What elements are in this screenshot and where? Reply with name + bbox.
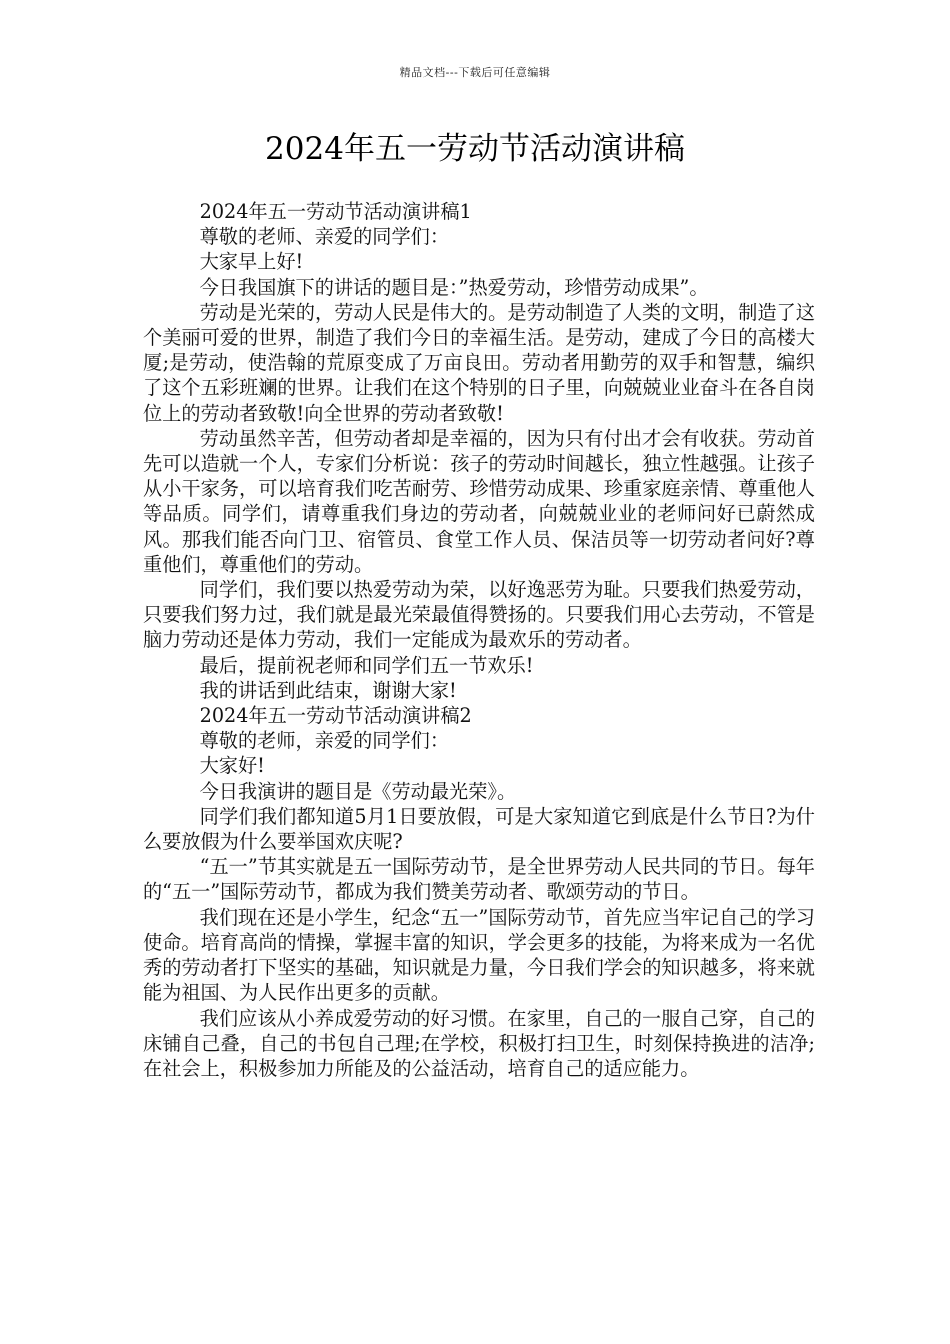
document-title: 2024年五一劳动节活动演讲稿 [265, 131, 685, 167]
paragraph: 2024年五一劳动节活动演讲稿1 [199, 200, 472, 223]
paragraph: 今日我国旗下的讲话的题目是：”热爱劳动，珍惜劳动成果”。 [199, 275, 709, 299]
paragraph: “五一”节其实就是五一国际劳动节，是全世界劳动人民共同的节日。每年的“五一”国际劳动节，都成为我们赞美劳动者、歌颂劳动的节日。 [143, 855, 815, 904]
paragraph: 同学们我们都知道5月1日要放假，可是大家知道它到底是什么节日?为什么要放假为什么要举国欢庆呢? [143, 804, 815, 854]
paragraph: 尊敬的老师、亲爱的同学们： [199, 225, 450, 249]
paragraph: 劳动虽然辛苦，但劳动者却是幸福的，因为只有付出才会有收获。劳动首先可以造就一个人，专家们分析说：孩子的劳动时间越长，独立性越强。让孩子从小干家务，可以培育我们吃苦耐劳、珍惜劳动成果、珍重家庭亲情、尊重他人等品质。同学们，请尊重我们身边的劳动者，向兢兢业业的老师问好已蔚然成风。那我们能否向门卫、宿管员、食堂工作人员、保洁员等一切劳动者问好?尊重他们，尊重他们的劳动。 [143, 426, 815, 576]
paragraph: 尊敬的老师，亲爱的同学们： [199, 729, 450, 753]
paragraph: 我们应该从小养成爱劳动的好习惯。在家里，自己的一服自己穿，自己的床铺自己叠，自己的书包自己理;在学校，积极打扫卫生，时刻保持换进的洁净;在社会上，积极参加力所能及的公益活动，培育自己的适应能力。 [143, 1006, 815, 1080]
page-header: 精品文档---下载后可任意编辑 [399, 66, 551, 79]
paragraph: 我的讲话到此结束，谢谢大家! [199, 678, 457, 702]
paragraph: 大家好! [199, 754, 265, 778]
paragraph: 最后，提前祝老师和同学们五一节欢乐! [199, 653, 534, 677]
paragraph: 今日我演讲的题目是《劳动最光荣》。 [199, 779, 517, 803]
paragraph: 劳动是光荣的，劳动人民是伟大的。是劳动制造了人类的文明，制造了这个美丽可爱的世界，制造了我们今日的幸福生活。是劳动，建成了今日的高楼大厦;是劳动，使浩翰的荒原变成了万亩良田。劳动者用勤劳的双手和智慧，编织了这个五彩班斓的世界。让我们在这个特别的日子里，向兢兢业业奋斗在各自岗位上的劳动者致敬!向全世界的劳动者致敬! [143, 300, 815, 425]
paragraph: 我们现在还是小学生，纪念“五一”国际劳动节，首先应当牢记自己的学习使命。培育高尚的情操，掌握丰富的知识，学会更多的技能，为将来成为一名优秀的劳动者打下坚实的基础，知识就是力量，今日我们学会的知识越多，将来就能为祖国、为人民作出更多的贡献。 [143, 905, 815, 1005]
paragraph: 大家早上好! [199, 250, 304, 274]
paragraph: 同学们，我们要以热爱劳动为荣，以好逸恶劳为耻。只要我们热爱劳动，只要我们努力过，我们就是最光荣最值得赞扬的。只要我们用心去劳动，不管是脑力劳动还是体力劳动，我们一定能成为最欢乐的劳动者。 [143, 578, 815, 652]
document-body [143, 199, 815, 1081]
paragraph: 2024年五一劳动节活动演讲稿2 [199, 704, 472, 728]
